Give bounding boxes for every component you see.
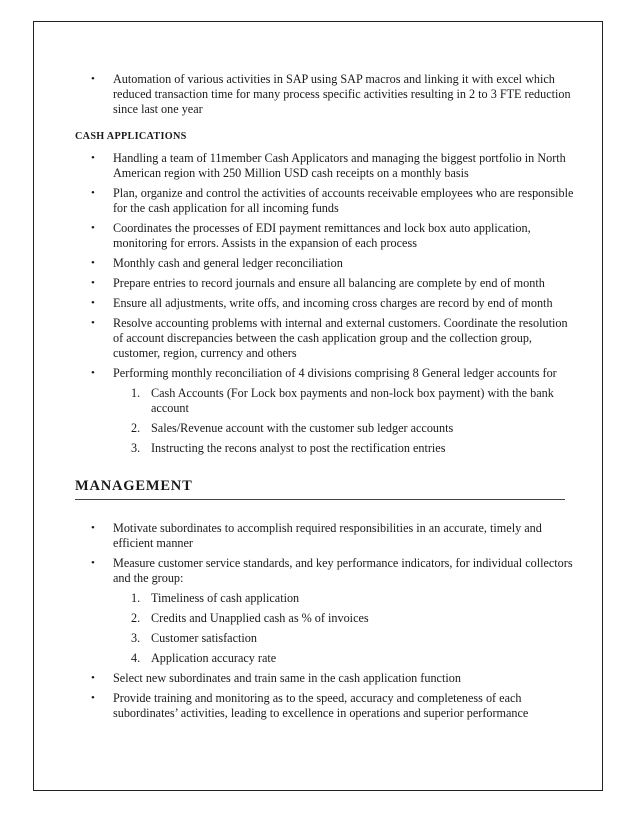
list-item-text: Plan, organize and control the activities of accounts receivable employees who are responsible for the cash application for all incoming funds [113,186,574,215]
bullet-icon: • [91,317,95,329]
list-item-text: Provide training and monitoring as to the speed, accuracy and completeness of each subordinates’ activities, leading to excellence in operations and superior performance [113,691,529,720]
numbered-item [75,651,575,666]
list-item [75,556,575,586]
numbered-item-text: Instructing the recons analyst to post the rectification entries [151,441,446,455]
subsection-heading: CASH APPLICATIONS [75,131,187,142]
list-item-text: Resolve accounting problems with internal and external customers. Coordinate the resolution of account discrepancies between the cash application group and the collection group, customer, region, currency and others [113,316,568,360]
numbered-item-text: Credits and Unapplied cash as % of invoices [151,611,369,625]
bullet-icon: • [91,557,95,569]
list-item [75,221,575,251]
list-item-text: Automation of various activities in SAP using SAP macros and linking it with excel which reduced transaction time for many process specific activities resulting in 2 to 3 FTE reduction since last one year [113,72,571,116]
bullet-icon: • [91,222,95,234]
list-item-text: Prepare entries to record journals and ensure all balancing are complete by end of month [113,276,545,290]
list-item-text: Monthly cash and general ledger reconciliation [113,256,343,270]
list-item [75,671,575,686]
numbered-item [75,441,575,456]
list-item [75,296,575,311]
section-title: MANAGEMENT [75,478,193,494]
numbered-item-text: Customer satisfaction [151,631,257,645]
list-item [75,151,575,181]
bullet-icon: • [91,522,95,534]
list-item [75,366,575,381]
bullet-icon: • [91,692,95,704]
bullet-icon: • [91,367,95,379]
numbered-item-text: Application accuracy rate [151,651,277,665]
numbered-item-text: Cash Accounts (For Lock box payments and non-lock box payment) with the bank account [151,386,554,415]
bullet-icon: • [91,187,95,199]
list-item-text: Select new subordinates and train same in the cash application function [113,671,461,685]
list-item-text: Motivate subordinates to accomplish required responsibilities in an accurate, timely and efficient manner [113,521,542,550]
item-number: 3. [131,631,141,645]
list-item-text: Measure customer service standards, and key performance indicators, for individual collectors and the group: [113,556,573,585]
numbered-item [75,591,575,606]
document-content [75,72,575,726]
bullet-icon: • [91,277,95,289]
bullet-icon: • [91,257,95,269]
bullet-icon: • [91,297,95,309]
numbered-item [75,611,575,626]
list-item-text: Coordinates the processes of EDI payment remittances and lock box auto application, monitoring for errors. Assists in the expansion of each process [113,221,531,250]
list-item [75,186,575,216]
list-item [75,256,575,271]
bullet-icon: • [91,73,95,85]
numbered-item-text: Sales/Revenue account with the customer sub ledger accounts [151,421,454,435]
numbered-item [75,631,575,646]
item-number: 4. [131,651,141,665]
list-item-text: Ensure all adjustments, write offs, and incoming cross charges are record by end of month [113,296,553,310]
list-item-text: Handling a team of 11member Cash Applicators and managing the biggest portfolio in North American region with 250 Million USD cash receipts on a monthly basis [113,151,566,180]
list-item [75,691,575,721]
section-divider [75,499,565,500]
list-item [75,72,575,117]
list-item [75,521,575,551]
item-number: 3. [131,441,141,455]
numbered-item [75,386,575,416]
list-item [75,316,575,361]
item-number: 2. [131,611,141,625]
item-number: 1. [131,591,141,605]
bullet-icon: • [91,152,95,164]
item-number: 1. [131,386,141,400]
numbered-item-text: Timeliness of cash application [151,591,300,605]
numbered-item [75,421,575,436]
list-item [75,276,575,291]
item-number: 2. [131,421,141,435]
bullet-icon: • [91,672,95,684]
list-item-text: Performing monthly reconciliation of 4 divisions comprising 8 General ledger accounts for [113,366,557,380]
